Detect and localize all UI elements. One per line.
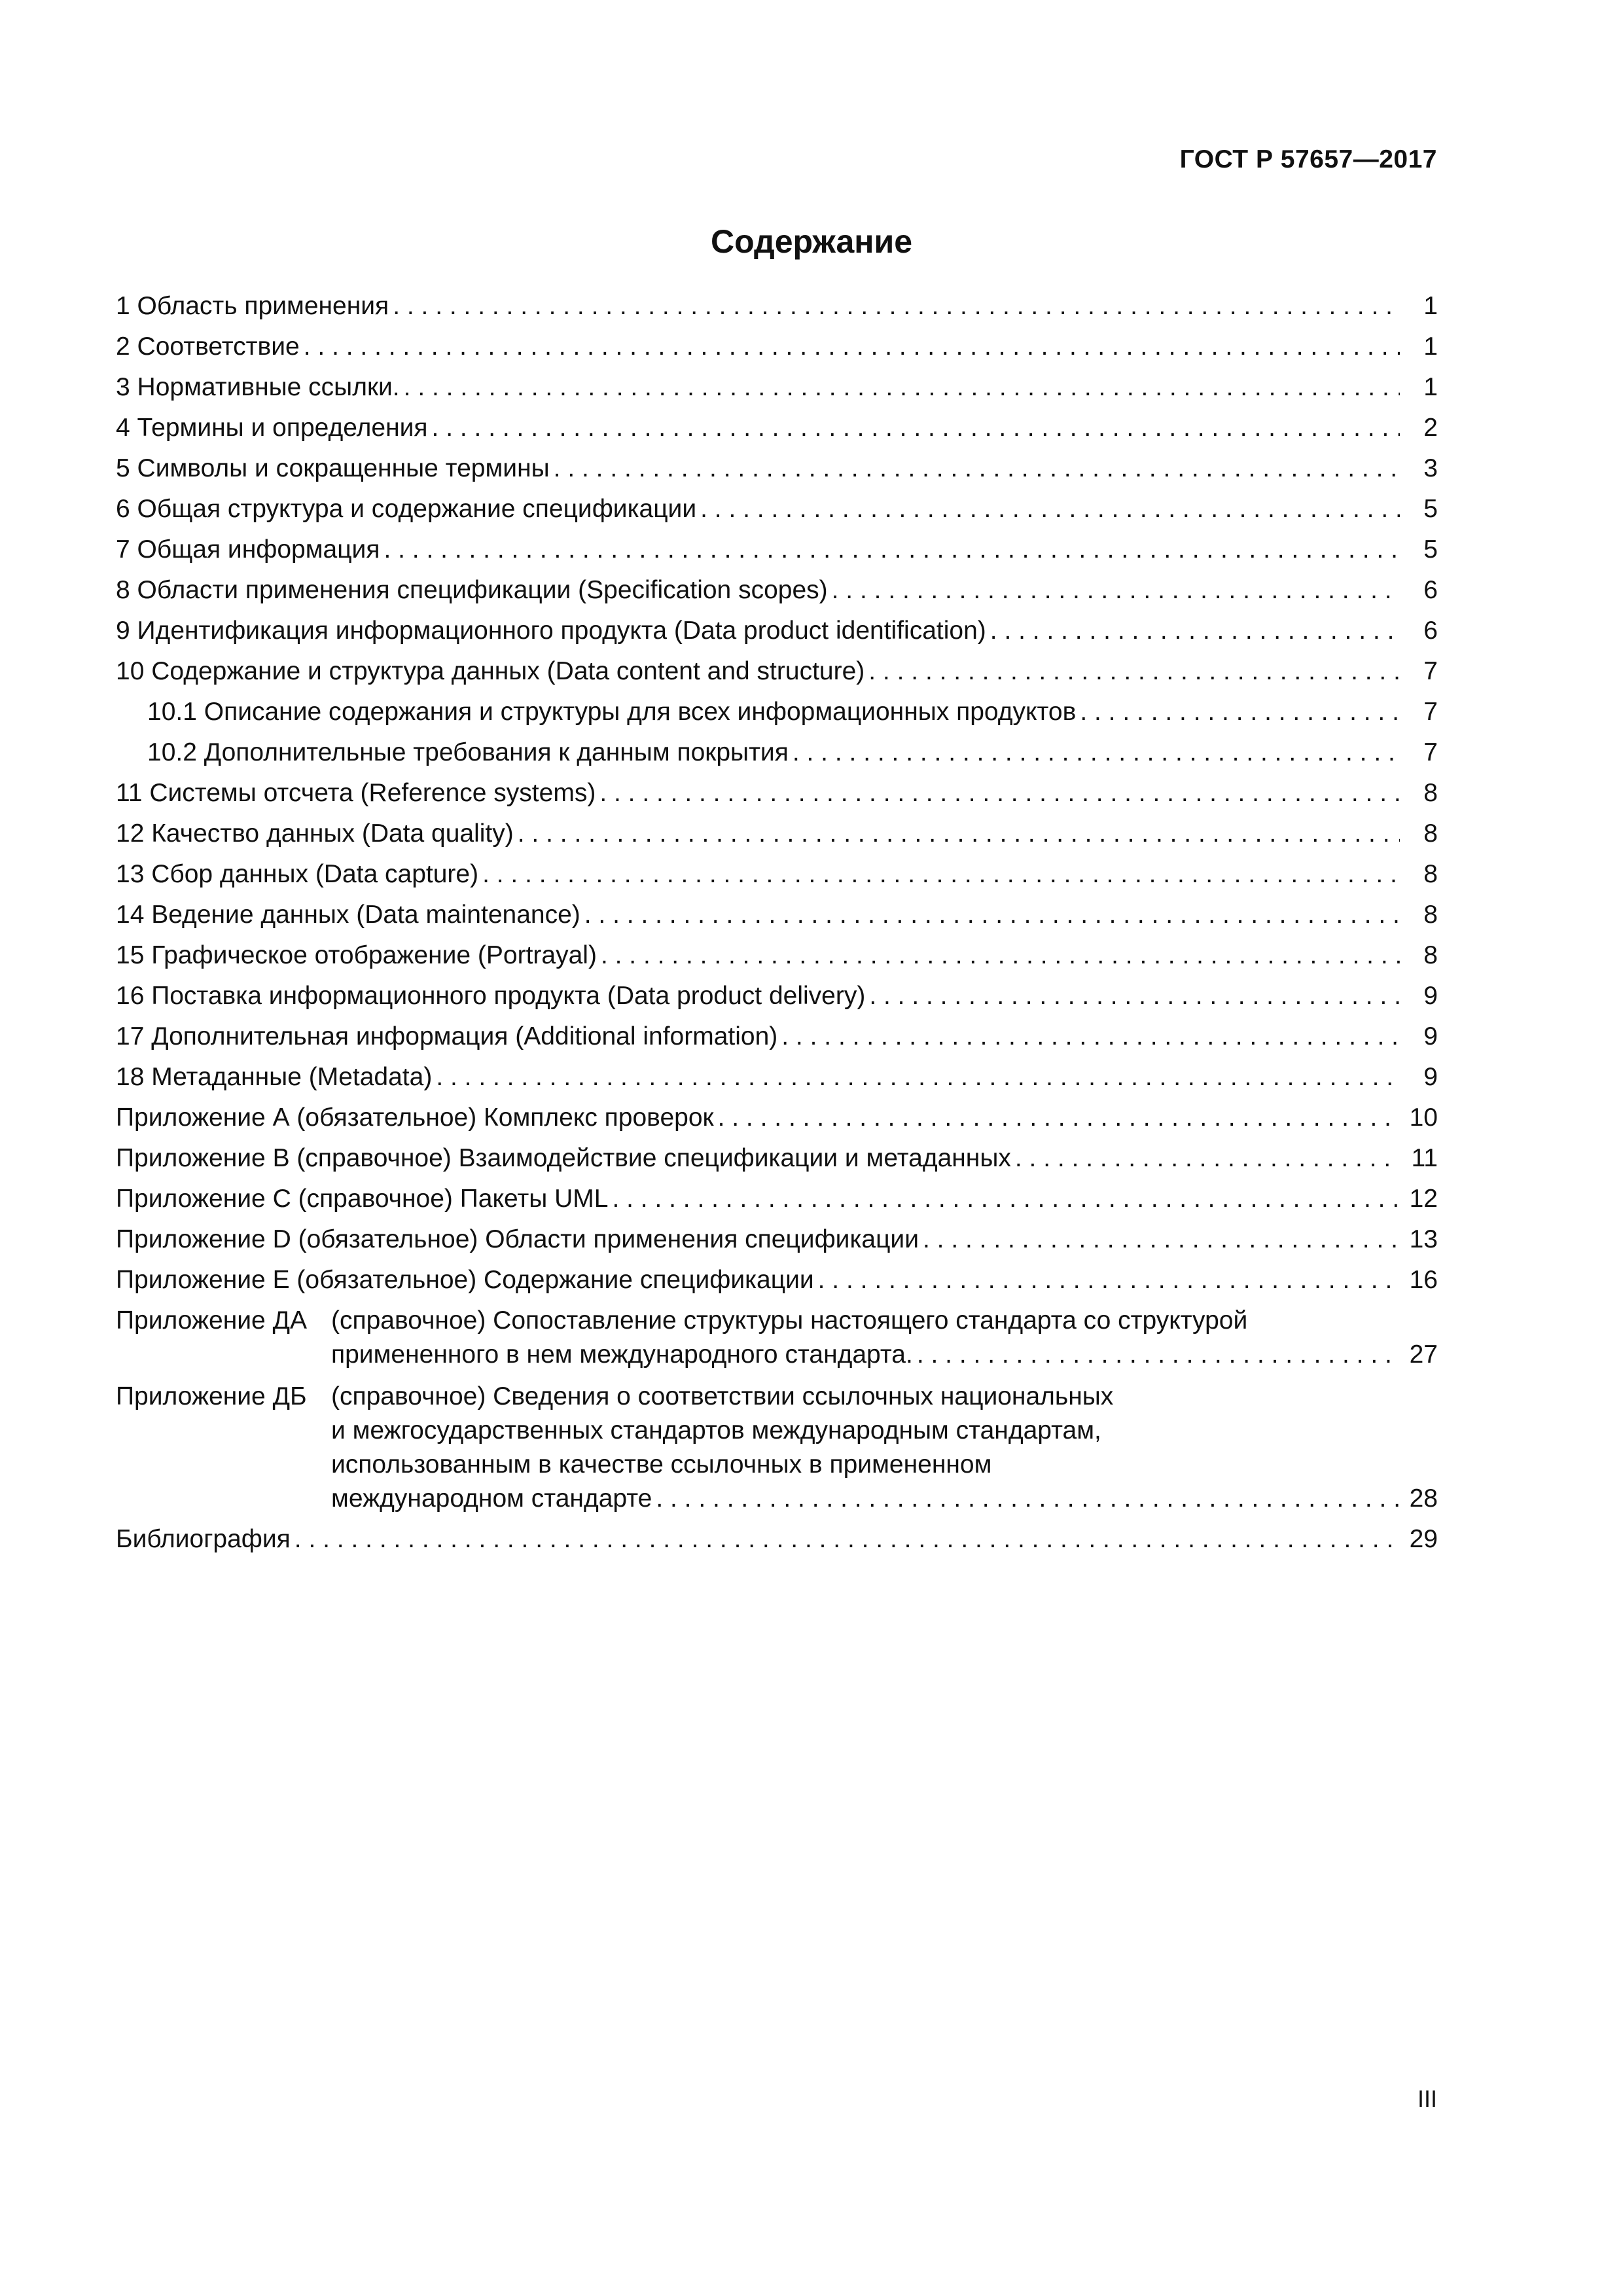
- dot-leader: [432, 414, 1400, 442]
- dot-leader: [599, 779, 1400, 808]
- toc-entry-page: 27: [1409, 1340, 1438, 1369]
- toc-entry-page: 9: [1423, 1063, 1438, 1091]
- toc-entry[interactable]: [116, 1022, 1438, 1058]
- dot-leader: [718, 1103, 1400, 1132]
- toc-annex-da[interactable]: [116, 1306, 1438, 1378]
- toc-entry-title: 8 Области применения спецификации (Specification scopes): [116, 576, 828, 604]
- toc-entry-page: 11: [1411, 1144, 1438, 1172]
- toc-entry[interactable]: [116, 657, 1438, 692]
- toc-entry-page: 7: [1423, 657, 1438, 685]
- toc-entry-title: Библиография: [116, 1525, 291, 1553]
- toc-entry-page: 3: [1423, 454, 1438, 482]
- toc-entry-page: 7: [1423, 698, 1438, 726]
- dot-leader: [393, 292, 1400, 321]
- toc-entry-title: Приложение В (справочное) Взаимодействие спецификации и метаданных: [116, 1144, 1011, 1172]
- page-number: III: [1417, 2085, 1437, 2112]
- annex-da-line-1: (справочное) Сопоставление структуры настоящего стандарта со структурой: [331, 1306, 1248, 1335]
- toc-title: Содержание: [710, 223, 913, 260]
- dot-leader: [1080, 698, 1400, 726]
- toc-entry-page: 13: [1409, 1225, 1438, 1253]
- toc-annex-entry[interactable]: [116, 1266, 1438, 1301]
- dot-leader: [923, 1225, 1400, 1254]
- toc-entry-title: 6 Общая структура и содержание спецификации: [116, 495, 697, 523]
- dot-leader: [832, 576, 1400, 605]
- annex-db-line-4: [331, 1484, 1438, 1513]
- dot-leader: [304, 332, 1400, 361]
- toc-entry-page: 8: [1423, 779, 1438, 807]
- toc-annex-db[interactable]: [116, 1382, 1438, 1520]
- dot-leader: [404, 373, 1400, 402]
- dot-leader: [868, 657, 1400, 686]
- dot-leader: [656, 1484, 1400, 1513]
- dot-leader: [700, 495, 1400, 524]
- toc-entry-title: 18 Метаданные (Metadata): [116, 1063, 433, 1091]
- toc-entry-page: 9: [1423, 1022, 1438, 1050]
- toc-entry-title: 10.1 Описание содержания и структуры для всех информационных продуктов: [147, 698, 1077, 726]
- toc-entry-title: 4 Термины и определения: [116, 414, 428, 442]
- dot-leader: [818, 1266, 1400, 1295]
- toc-entry-page: 9: [1423, 982, 1438, 1010]
- toc-bibliography[interactable]: [116, 1525, 1438, 1560]
- dot-leader: [869, 982, 1400, 1011]
- annex-db-line-3: использованным в качестве ссылочных в примененном: [331, 1450, 992, 1479]
- dot-leader: [990, 617, 1400, 645]
- toc-entry-title: 2 Соответствие: [116, 332, 300, 361]
- dot-leader: [518, 819, 1400, 848]
- dot-leader: [793, 738, 1400, 767]
- toc-entry[interactable]: [116, 819, 1438, 855]
- toc-entry-page: 28: [1409, 1484, 1438, 1513]
- toc-entry-title: международном стандарте: [331, 1484, 652, 1513]
- toc-entry[interactable]: [116, 901, 1438, 936]
- toc-entry-title: 12 Качество данных (Data quality): [116, 819, 514, 848]
- toc-entry-page: 8: [1423, 901, 1438, 929]
- annex-da-label: Приложение ДА: [116, 1306, 308, 1335]
- toc-entry-page: 8: [1423, 941, 1438, 969]
- toc-annex-entry[interactable]: [116, 1103, 1438, 1139]
- toc-entry[interactable]: [116, 779, 1438, 814]
- toc-entry[interactable]: [116, 332, 1438, 368]
- annex-db-line-2: и межгосударственных стандартов международным стандартам,: [331, 1416, 1101, 1444]
- toc-entry-page: 8: [1423, 860, 1438, 888]
- toc-entry[interactable]: [116, 454, 1438, 490]
- toc-entry-title: 15 Графическое отображение (Portrayal): [116, 941, 597, 969]
- dot-leader: [917, 1340, 1400, 1369]
- dot-leader: [1015, 1144, 1400, 1173]
- dot-leader: [554, 454, 1400, 483]
- dot-leader: [294, 1525, 1400, 1554]
- toc-entry-page: 1: [1423, 373, 1438, 401]
- toc-annex-entry[interactable]: [116, 1225, 1438, 1261]
- document-code: ГОСТ Р 57657—2017: [1179, 145, 1437, 173]
- toc-entry-title: 13 Сбор данных (Data capture): [116, 860, 479, 888]
- toc-entry[interactable]: [116, 495, 1438, 530]
- toc-entry-title: 3 Нормативные ссылки.: [116, 373, 400, 401]
- annex-da-line-2: [331, 1340, 1438, 1369]
- toc-entry-page: 10: [1409, 1103, 1438, 1132]
- toc-entry[interactable]: [116, 617, 1438, 652]
- toc-entry-title: 11 Системы отсчета (Reference systems): [116, 779, 596, 807]
- toc-entry-title: Приложение С (справочное) Пакеты UML: [116, 1185, 609, 1213]
- toc-entry[interactable]: [116, 576, 1438, 611]
- toc-entry[interactable]: [116, 292, 1438, 327]
- toc-entry[interactable]: [116, 941, 1438, 977]
- toc-entry-page: 2: [1423, 414, 1438, 442]
- toc-entry[interactable]: [116, 1063, 1438, 1098]
- toc-entry-title: Приложение D (обязательное) Области применения спецификации: [116, 1225, 919, 1253]
- dot-leader: [781, 1022, 1400, 1051]
- dot-leader: [383, 535, 1400, 564]
- toc-entry-title: 5 Символы и сокращенные термины: [116, 454, 550, 482]
- annex-db-line-1: (справочное) Сведения о соответствии ссылочных национальных: [331, 1382, 1114, 1410]
- toc-entry-page: 1: [1423, 292, 1438, 320]
- toc-entry[interactable]: [116, 414, 1438, 449]
- toc-entry-title: 1 Область применения: [116, 292, 389, 320]
- dot-leader: [612, 1185, 1400, 1213]
- annex-db-label: Приложение ДБ: [116, 1382, 307, 1410]
- toc-entry-title: Приложение А (обязательное) Комплекс проверок: [116, 1103, 714, 1132]
- dot-leader: [482, 860, 1400, 889]
- toc-entry-page: 5: [1423, 495, 1438, 523]
- dot-leader: [584, 901, 1400, 929]
- toc-entry-page: 8: [1423, 819, 1438, 848]
- toc-entry-title: 10.2 Дополнительные требования к данным покрытия: [147, 738, 789, 766]
- toc-entry-title: примененного в нем международного стандарта.: [331, 1340, 913, 1369]
- toc-entry-page: 16: [1409, 1266, 1438, 1294]
- toc-subentry[interactable]: [116, 698, 1438, 733]
- toc-annex-entry[interactable]: [116, 1144, 1438, 1179]
- toc-entry-page: 1: [1423, 332, 1438, 361]
- toc-entry-title: 9 Идентификация информационного продукта (Data product identification): [116, 617, 986, 645]
- toc-subentry[interactable]: [116, 738, 1438, 774]
- toc-entry-page: 29: [1409, 1525, 1438, 1553]
- toc-entry-page: 6: [1423, 617, 1438, 645]
- toc-annex-entry[interactable]: [116, 1185, 1438, 1220]
- toc-entry[interactable]: [116, 373, 1438, 408]
- toc-entry-title: 10 Содержание и структура данных (Data content and structure): [116, 657, 865, 685]
- toc-entry-title: 17 Дополнительная информация (Additional information): [116, 1022, 778, 1050]
- toc-entry[interactable]: [116, 860, 1438, 895]
- toc-entry-page: 12: [1409, 1185, 1438, 1213]
- dot-leader: [436, 1063, 1400, 1092]
- toc-entry-title: 16 Поставка информационного продукта (Data product delivery): [116, 982, 866, 1010]
- toc-entry-title: Приложение Е (обязательное) Содержание спецификации: [116, 1266, 814, 1294]
- toc-entry-page: 5: [1423, 535, 1438, 564]
- toc-entry-page: 7: [1423, 738, 1438, 766]
- toc-entry[interactable]: [116, 535, 1438, 571]
- toc-entry-page: 6: [1423, 576, 1438, 604]
- toc-entry-title: 7 Общая информация: [116, 535, 380, 564]
- toc-entry[interactable]: [116, 982, 1438, 1017]
- toc-entry-title: 14 Ведение данных (Data maintenance): [116, 901, 580, 929]
- dot-leader: [601, 941, 1400, 970]
